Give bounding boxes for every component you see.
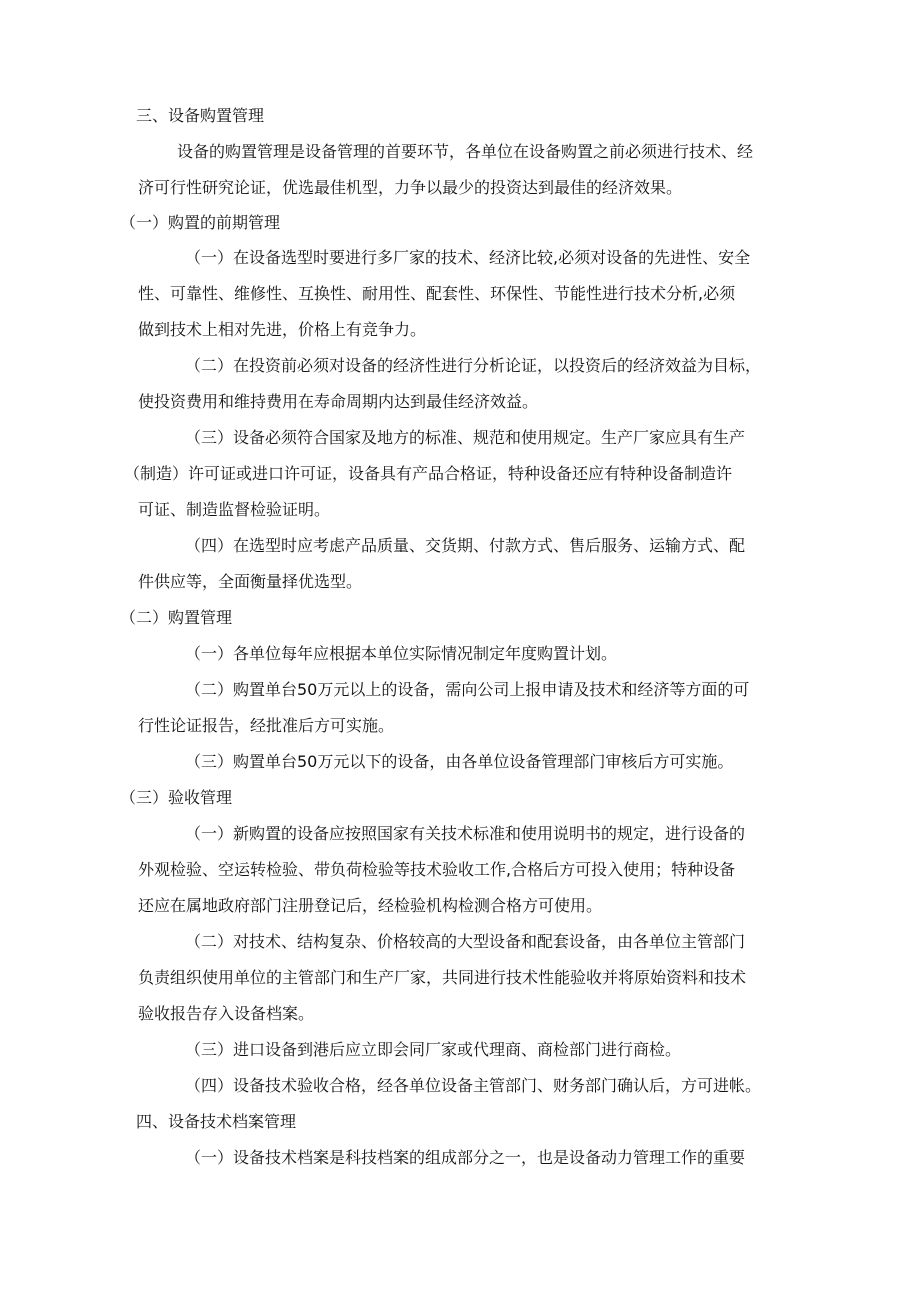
sub2-p2-line-2: 行性论证报告，经批准后方可实施。 bbox=[138, 716, 395, 735]
sub2-p2-line-1: （二）购置单台50万元以上的设备，需向公司上报申请及技术和经济等方面的可 bbox=[185, 680, 750, 699]
sub1-p1-line-3: 做到技术上相对先进，价格上有竞争力。 bbox=[138, 320, 427, 339]
sub3-p2-line-2: 负责组织使用单位的主管部门和生产厂家，共同进行技术性能验收并将原始资料和技术 bbox=[138, 968, 747, 987]
sub-3-title: （三）验收管理 bbox=[120, 788, 233, 807]
sub-2-title: （二）购置管理 bbox=[120, 608, 233, 627]
section4-p1-line-1: （一）设备技术档案是科技档案的组成部分之一，也是设备动力管理工作的重要 bbox=[185, 1148, 746, 1167]
sub3-p3-line-1: （三）进口设备到港后应立即会同厂家或代理商、商检部门进行商检。 bbox=[185, 1040, 682, 1059]
section-4-title: 四、设备技术档案管理 bbox=[136, 1112, 297, 1131]
sub1-p2-line-2: 使投资费用和维持费用在寿命周期内达到最佳经济效益。 bbox=[138, 392, 539, 411]
sub3-p4-line-1: （四）设备技术验收合格，经各单位设备主管部门、财务部门确认后，方可进帐。 bbox=[185, 1076, 762, 1095]
section-3-title: 三、设备购置管理 bbox=[136, 106, 265, 125]
sub1-p3-line-2: （制造）许可证或进口许可证，设备具有产品合格证，特种设备还应有特种设备制造许 bbox=[124, 464, 733, 483]
sub1-p3-line-3: 可证、制造监督检验证明。 bbox=[138, 500, 331, 519]
sub1-p3-line-1: （三）设备必须符合国家及地方的标准、规范和使用规定。生产厂家应具有生产 bbox=[185, 428, 746, 447]
sub3-p1-line-3: 还应在属地政府部门注册登记后，经检验机构检测合格方可使用。 bbox=[138, 896, 603, 915]
sub-1-title: （一）购置的前期管理 bbox=[120, 213, 281, 232]
sub3-p2-line-1: （二）对技术、结构复杂、价格较高的大型设备和配套设备，由各单位主管部门 bbox=[185, 932, 746, 951]
sub2-p1-line-1: （一）各单位每年应根据本单位实际情况制定年度购置计划。 bbox=[185, 644, 618, 663]
sub1-p2-line-1: （二）在投资前必须对设备的经济性进行分析论证，以投资后的经济效益为目标， bbox=[185, 356, 762, 375]
sub3-p2-line-3: 验收报告存入设备档案。 bbox=[138, 1004, 315, 1023]
sub2-p3-line-1: （三）购置单台50万元以下的设备，由各单位设备管理部门审核后方可实施。 bbox=[185, 752, 734, 771]
sub1-p1-line-1: （一）在设备选型时要进行多厂家的技术、经济比较,必须对设备的先进性、安全 bbox=[185, 248, 751, 267]
sub1-p4-line-1: （四）在选型时应考虑产品质量、交货期、付款方式、售后服务、运输方式、配 bbox=[185, 536, 746, 555]
intro-line-1: 设备的购置管理是设备管理的首要环节，各单位在设备购置之前必须进行技术、经 bbox=[177, 142, 754, 161]
intro-line-2: 济可行性研究论证，优选最佳机型，力争以最少的投资达到最佳的经济效果。 bbox=[138, 178, 683, 197]
sub3-p1-line-1: （一）新购置的设备应按照国家有关技术标准和使用说明书的规定，进行设备的 bbox=[185, 824, 746, 843]
sub1-p1-line-2: 性、可靠性、维修性、互换性、耐用性、配套性、环保性、节能性进行技术分析,必须 bbox=[138, 284, 736, 303]
sub3-p1-line-2: 外观检验、空运转检验、带负荷检验等技术验收工作,合格后方可投入使用；特种设备 bbox=[138, 860, 736, 879]
sub1-p4-line-2: 件供应等，全面衡量择优选型。 bbox=[138, 572, 363, 591]
